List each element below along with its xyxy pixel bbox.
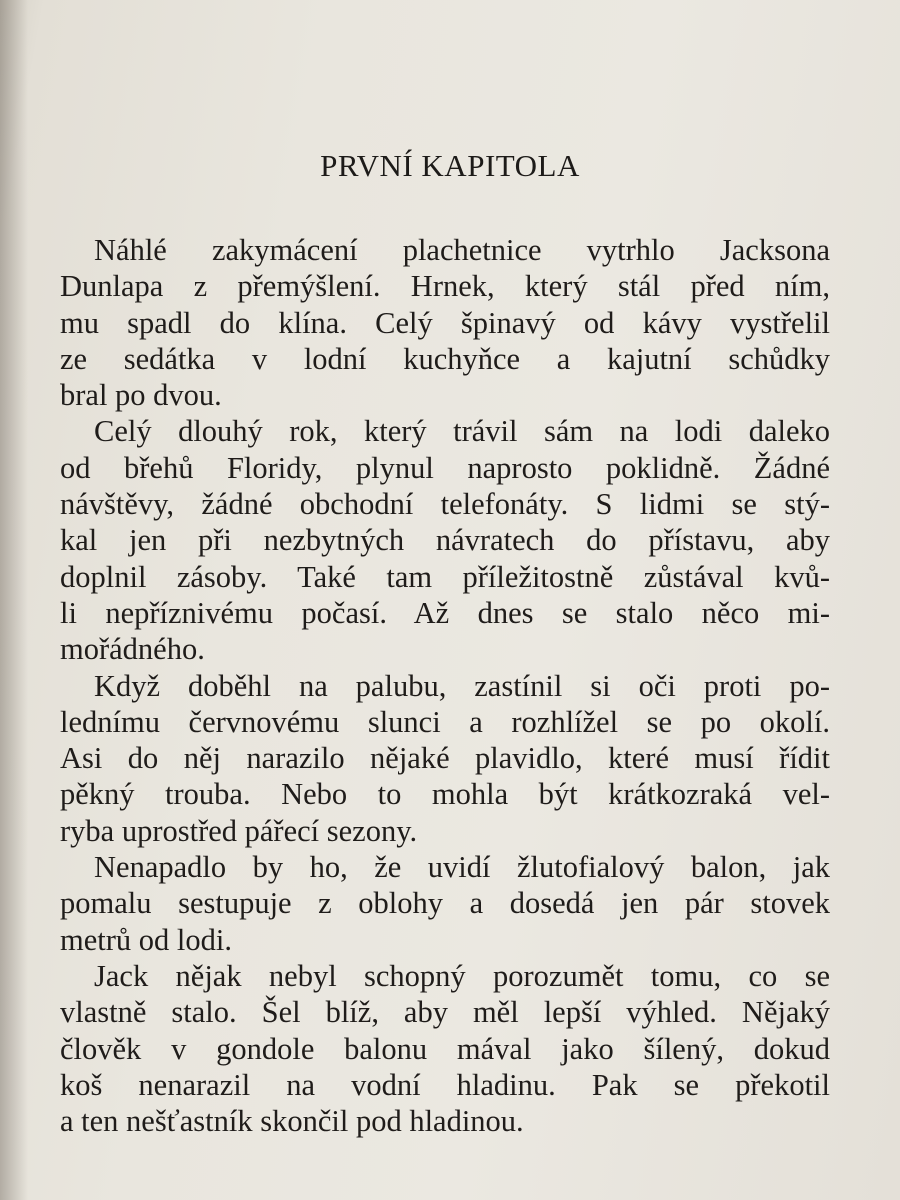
- text-line: člověk v gondole balonu mával jako šílený, dokud: [60, 1031, 830, 1066]
- text-line: koš nenarazil na vodní hladinu. Pak se překotil: [60, 1067, 830, 1102]
- text-line: ze sedátka v lodní kuchyňce a kajutní schůdky: [60, 341, 830, 376]
- text-line: návštěvy, žádné obchodní telefonáty. S lidmi se stý-: [60, 487, 830, 522]
- text-line: Asi do něj narazilo nějaké plavidlo, které musí řídit: [60, 741, 830, 776]
- text-line: od břehů Floridy, plynul naprosto poklidně. Žádné: [60, 450, 830, 485]
- text-line: Jack nějak nebyl schopný porozumět tomu, co se: [94, 958, 830, 993]
- text-line: vlastně stalo. Šel blíž, aby měl lepší výhled. Nějaký: [60, 995, 830, 1030]
- text-line: Nenapadlo by ho, že uvidí žlutofialový balon, jak: [94, 850, 830, 885]
- text-line: bral po dvou.: [60, 378, 222, 413]
- text-line: Celý dlouhý rok, který trávil sám na lodi daleko: [94, 414, 830, 449]
- text-line: mu spadl do klína. Celý špinavý od kávy vystřelil: [60, 305, 830, 340]
- text-line: pěkný trouba. Nebo to mohla být krátkozraká vel-: [60, 777, 830, 812]
- text-line: a ten nešťastník skončil pod hladinou.: [60, 1104, 524, 1139]
- text-line: doplnil zásoby. Také tam příležitostně zůstával kvů-: [60, 559, 830, 594]
- body-text: [60, 232, 830, 1139]
- text-line: li nepříznivému počasí. Až dnes se stalo něco mi-: [60, 595, 830, 630]
- text-line: kal jen při nezbytných návratech do přístavu, aby: [60, 523, 830, 558]
- text-line: Když doběhl na palubu, zastínil si oči proti po-: [94, 668, 830, 703]
- text-line: Dunlapa z přemýšlení. Hrnek, který stál před ním,: [60, 269, 830, 304]
- text-line: pomalu sestupuje z oblohy a dosedá jen pár stovek: [60, 886, 830, 921]
- text-line: Náhlé zakymácení plachetnice vytrhlo Jacksona: [94, 233, 830, 267]
- text-line: mořádného.: [60, 632, 205, 667]
- text-line: ryba uprostřed pářecí sezony.: [60, 813, 418, 848]
- text-line: lednímu červnovému slunci a rozhlížel se po okolí.: [60, 704, 830, 739]
- chapter-title: PRVNÍ KAPITOLA: [320, 148, 580, 183]
- text-line: metrů od lodi.: [60, 922, 232, 957]
